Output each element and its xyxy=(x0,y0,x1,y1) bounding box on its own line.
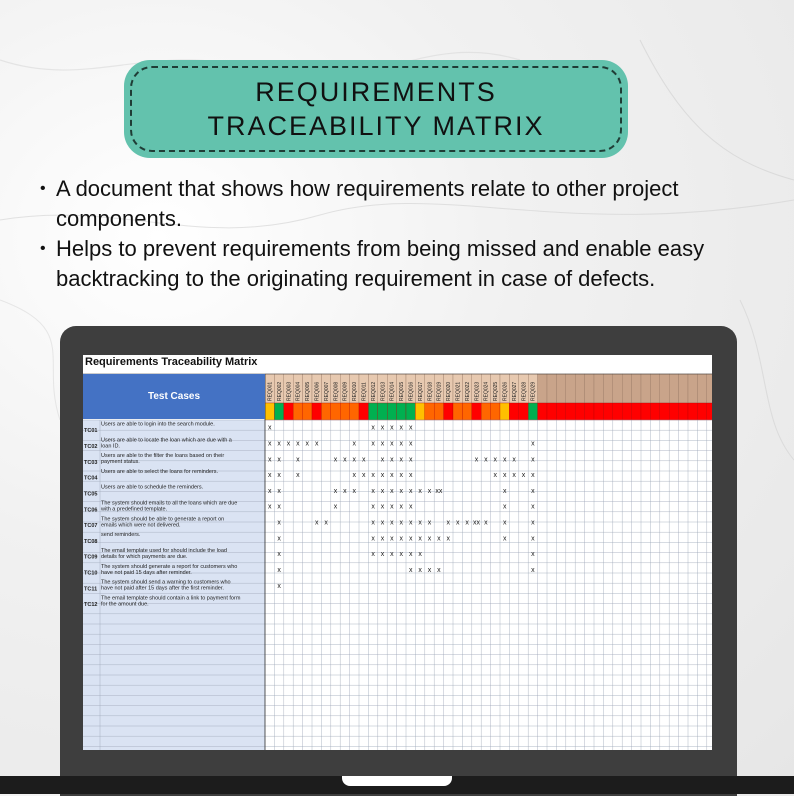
trace-mark[interactable]: x xyxy=(502,456,507,464)
row-label-bg xyxy=(83,695,265,705)
empty-header-cell[interactable] xyxy=(575,374,584,403)
trace-mark[interactable]: x xyxy=(531,551,535,559)
trace-mark[interactable]: x xyxy=(277,519,281,527)
status-color-cell xyxy=(650,403,659,420)
status-color-cell xyxy=(321,403,330,420)
trace-mark[interactable]: x xyxy=(502,535,507,543)
trace-mark[interactable]: x xyxy=(371,440,375,448)
test-case-id[interactable]: TC11 xyxy=(84,586,98,593)
test-case-id[interactable]: TC09 xyxy=(84,554,98,561)
test-case-description: details for which payments are due. xyxy=(101,553,188,560)
trace-mark[interactable]: x xyxy=(408,472,413,480)
trace-mark[interactable]: x xyxy=(427,487,432,495)
status-color-cell xyxy=(669,403,678,420)
bullet-text: A document that shows how requirements relate to other project components. xyxy=(56,176,679,231)
trace-mark[interactable]: x xyxy=(502,472,507,480)
trace-mark[interactable]: x xyxy=(484,519,488,527)
title-banner xyxy=(124,60,628,158)
trace-mark[interactable]: x xyxy=(502,519,507,527)
status-color-cell xyxy=(509,403,518,420)
trace-mark[interactable]: x xyxy=(427,566,432,574)
trace-mark[interactable]: x xyxy=(521,472,526,480)
trace-mark[interactable]: x xyxy=(493,456,498,464)
requirement-label: REQ028 xyxy=(521,381,528,401)
trace-mark[interactable]: x xyxy=(380,472,385,480)
test-case-id[interactable]: TC08 xyxy=(84,538,98,545)
test-case-description: The system should be able to generate a report on xyxy=(101,516,225,523)
status-color-cell xyxy=(472,403,481,420)
trace-mark[interactable]: x xyxy=(380,424,385,432)
status-color-cell xyxy=(312,403,321,420)
test-case-description: send reminders. xyxy=(101,532,141,539)
trace-mark[interactable]: x xyxy=(343,456,347,464)
status-color-cell xyxy=(697,403,706,420)
empty-header-cell[interactable] xyxy=(679,374,688,403)
trace-mark[interactable]: xx xyxy=(435,487,443,495)
trace-mark[interactable]: x xyxy=(380,440,385,448)
trace-mark[interactable]: x xyxy=(531,566,535,574)
trace-mark[interactable]: x xyxy=(277,535,281,543)
bullet-item xyxy=(40,174,780,234)
status-color-cell xyxy=(415,403,424,420)
trace-mark[interactable]: x xyxy=(408,519,413,527)
trace-mark[interactable]: x xyxy=(277,566,281,574)
trace-mark[interactable]: x xyxy=(390,551,394,559)
trace-mark[interactable]: x xyxy=(437,535,441,543)
requirement-label: REQ020 xyxy=(446,381,453,401)
status-color-cell xyxy=(594,403,603,420)
trace-mark[interactable]: x xyxy=(277,487,281,495)
empty-header-cell[interactable] xyxy=(566,374,575,403)
trace-mark[interactable]: x xyxy=(380,551,385,559)
trace-mark[interactable]: x xyxy=(418,535,422,543)
status-color-cell xyxy=(331,403,340,420)
trace-mark[interactable]: x xyxy=(427,519,432,527)
trace-mark[interactable]: x xyxy=(446,519,451,527)
trace-mark[interactable]: x xyxy=(296,472,300,480)
status-color-cell xyxy=(491,403,500,420)
trace-mark[interactable]: x xyxy=(277,440,281,448)
requirement-label: REQ016 xyxy=(408,381,415,401)
trace-mark[interactable]: x xyxy=(493,472,498,480)
empty-header-cell[interactable] xyxy=(641,374,650,403)
trace-mark[interactable]: x xyxy=(371,519,375,527)
trace-mark[interactable]: x xyxy=(390,424,394,432)
status-color-cell xyxy=(585,403,594,420)
bullet-text: Helps to prevent requirements from being missed and enable easy backtracking to the originating requirement in case of defects. xyxy=(56,236,705,291)
trace-mark[interactable]: x xyxy=(455,519,460,527)
status-color-cell xyxy=(425,403,434,420)
trace-mark[interactable]: x xyxy=(408,487,413,495)
trace-mark[interactable]: x xyxy=(531,472,535,480)
trace-mark[interactable]: x xyxy=(267,424,272,432)
trace-mark[interactable]: x xyxy=(371,551,375,559)
status-color-cell xyxy=(660,403,669,420)
test-case-description: have not paid 15 days after reminder. xyxy=(101,569,192,576)
trace-mark[interactable]: x xyxy=(408,456,413,464)
test-case-id[interactable]: TC12 xyxy=(84,602,98,609)
trace-mark[interactable]: x xyxy=(361,456,366,464)
trace-mark[interactable]: x xyxy=(399,487,404,495)
test-case-description: The system should generate a report for customers who xyxy=(101,563,238,570)
requirement-label: REQ012 xyxy=(370,381,377,401)
row-label-bg xyxy=(83,655,265,665)
empty-header-cell[interactable] xyxy=(613,374,622,403)
status-color-cell xyxy=(350,403,359,420)
requirement-label: REQ005 xyxy=(305,381,312,401)
trace-mark[interactable]: x xyxy=(390,472,394,480)
trace-mark[interactable]: x xyxy=(531,487,535,495)
empty-header-cell[interactable] xyxy=(650,374,659,403)
row-label-bg xyxy=(83,716,265,726)
status-color-cell xyxy=(378,403,387,420)
requirement-label: REQ008 xyxy=(333,381,340,401)
trace-mark[interactable]: x xyxy=(399,456,404,464)
trace-mark[interactable]: x xyxy=(399,440,404,448)
status-color-cell xyxy=(387,403,396,420)
trace-mark[interactable]: x xyxy=(531,535,535,543)
trace-mark[interactable]: x xyxy=(502,503,507,511)
requirement-label: REQ019 xyxy=(436,381,443,401)
status-color-cell xyxy=(340,403,349,420)
status-color-cell xyxy=(538,403,547,420)
test-case-description: with a predefined template. xyxy=(101,506,168,513)
laptop-screen xyxy=(83,355,712,750)
row-label-bg xyxy=(83,675,265,685)
trace-mark[interactable]: x xyxy=(352,440,357,448)
test-case-id[interactable]: TC10 xyxy=(84,570,98,577)
status-color-cell xyxy=(519,403,528,420)
trace-mark[interactable]: x xyxy=(371,424,375,432)
trace-mark[interactable]: x xyxy=(333,503,338,511)
trace-mark[interactable]: x xyxy=(277,503,281,511)
trace-mark[interactable]: x xyxy=(371,487,375,495)
status-color-cell xyxy=(481,403,490,420)
trace-mark[interactable]: x xyxy=(361,472,366,480)
test-case-description: have not paid after 15 days after the first reminder. xyxy=(101,585,224,592)
status-color-cell xyxy=(265,403,274,420)
test-case-id[interactable]: TC05 xyxy=(84,491,98,498)
status-color-cell xyxy=(397,403,406,420)
test-case-id[interactable]: TC06 xyxy=(84,507,98,514)
trace-mark[interactable]: x xyxy=(465,519,469,527)
trace-mark[interactable]: x xyxy=(286,440,291,448)
requirement-label: REQ025 xyxy=(493,381,500,401)
test-case-id[interactable]: TC07 xyxy=(84,523,98,530)
empty-header-cell[interactable] xyxy=(622,374,631,403)
trace-mark[interactable]: x xyxy=(380,456,385,464)
trace-mark[interactable]: x xyxy=(427,535,432,543)
trace-mark[interactable]: x xyxy=(512,456,516,464)
trace-mark[interactable]: x xyxy=(399,551,404,559)
title-line-1: REQUIREMENTS xyxy=(255,77,497,107)
trace-mark[interactable]: x xyxy=(277,472,281,480)
trace-mark[interactable]: x xyxy=(390,535,394,543)
empty-header-cell[interactable] xyxy=(669,374,678,403)
trace-mark[interactable]: x xyxy=(343,487,347,495)
test-case-description: The email template should contain a link to payment form xyxy=(101,595,241,602)
trace-mark[interactable]: x xyxy=(484,456,488,464)
title-line-2: TRACEABILITY MATRIX xyxy=(207,111,545,141)
row-label-bg xyxy=(83,644,265,654)
test-case-description: Users are able to the filter the loans based on their xyxy=(101,453,225,460)
status-color-cell xyxy=(707,403,712,420)
status-color-cell xyxy=(688,403,697,420)
test-cases-header[interactable]: Test Cases xyxy=(83,374,265,419)
trace-mark[interactable]: x xyxy=(512,472,516,480)
laptop-notch xyxy=(342,776,452,786)
test-case-description: for the amount due. xyxy=(101,601,149,608)
test-case-id[interactable]: TC01 xyxy=(84,428,98,435)
trace-mark[interactable]: x xyxy=(408,535,413,543)
requirement-label: REQ024 xyxy=(483,381,490,401)
row-label-bg xyxy=(83,614,265,624)
bullet-item xyxy=(40,234,780,294)
requirement-label: REQ014 xyxy=(389,381,396,401)
trace-mark[interactable]: x xyxy=(267,487,272,495)
trace-mark[interactable]: x xyxy=(390,487,394,495)
requirement-label: REQ026 xyxy=(502,381,509,401)
trace-mark[interactable]: x xyxy=(408,551,413,559)
status-color-cell xyxy=(274,403,283,420)
trace-mark[interactable]: x xyxy=(380,503,385,511)
trace-mark[interactable]: x xyxy=(352,456,357,464)
bullet-dot-icon: • xyxy=(40,180,46,197)
status-color-cell xyxy=(444,403,453,420)
trace-mark[interactable]: x xyxy=(371,535,375,543)
trace-mark[interactable]: x xyxy=(390,503,394,511)
trace-mark[interactable]: x xyxy=(408,440,413,448)
trace-mark[interactable]: x xyxy=(531,519,535,527)
trace-mark[interactable]: x xyxy=(314,440,319,448)
trace-mark[interactable]: x xyxy=(333,456,338,464)
status-color-cell xyxy=(556,403,565,420)
trace-mark[interactable]: x xyxy=(277,456,281,464)
trace-mark[interactable]: x xyxy=(277,582,281,590)
test-case-description: Users are able to schedule the reminders. xyxy=(101,484,204,491)
test-case-id[interactable]: TC04 xyxy=(84,475,98,482)
status-color-cell xyxy=(284,403,293,420)
requirement-label: REQ001 xyxy=(267,381,274,401)
row-label-bg xyxy=(83,634,265,644)
trace-mark[interactable]: x xyxy=(390,519,394,527)
empty-header-cell[interactable] xyxy=(707,374,712,403)
trace-mark[interactable]: x xyxy=(446,535,451,543)
trace-mark[interactable]: x xyxy=(418,566,422,574)
requirement-label: REQ022 xyxy=(464,381,471,401)
requirement-label: REQ015 xyxy=(399,381,406,401)
trace-mark[interactable]: x xyxy=(531,440,535,448)
trace-mark[interactable]: x xyxy=(371,472,375,480)
bullet-list xyxy=(40,174,780,294)
trace-mark[interactable]: x xyxy=(399,535,404,543)
trace-mark[interactable]: x xyxy=(380,535,385,543)
trace-mark[interactable]: x xyxy=(324,519,328,527)
test-case-description: Users are able to login into the search module. xyxy=(101,421,215,428)
status-color-cell xyxy=(406,403,415,420)
status-color-cell xyxy=(434,403,443,420)
requirement-label: REQ018 xyxy=(427,381,434,401)
trace-mark[interactable]: x xyxy=(399,503,404,511)
trace-mark[interactable]: x xyxy=(418,487,422,495)
status-color-cell xyxy=(632,403,641,420)
sheet-title: Requirements Traceability Matrix xyxy=(85,356,258,368)
requirement-label: REQ002 xyxy=(276,381,283,401)
status-color-cell xyxy=(641,403,650,420)
requirement-label: REQ021 xyxy=(455,381,462,401)
trace-mark[interactable]: x xyxy=(314,519,319,527)
row-label-bg xyxy=(83,736,265,746)
trace-mark[interactable]: x xyxy=(267,472,272,480)
requirement-label: REQ007 xyxy=(323,381,330,401)
requirement-label: REQ004 xyxy=(295,381,302,401)
empty-header-cell[interactable] xyxy=(538,374,547,403)
empty-header-cell[interactable] xyxy=(594,374,603,403)
trace-mark[interactable]: x xyxy=(399,519,404,527)
trace-mark[interactable]: x xyxy=(267,440,272,448)
row-label-bg xyxy=(83,746,265,750)
status-color-cell xyxy=(622,403,631,420)
requirement-label: REQ029 xyxy=(530,381,537,401)
test-case-description: Users are able to locate the loan which are due with a xyxy=(101,437,232,444)
requirement-label: REQ003 xyxy=(286,381,293,401)
trace-mark[interactable]: x xyxy=(437,566,441,574)
trace-mark[interactable]: x xyxy=(267,503,272,511)
trace-mark[interactable]: x xyxy=(418,519,422,527)
status-color-cell xyxy=(368,403,377,420)
title-dashed-frame xyxy=(130,66,622,152)
trace-mark[interactable]: x xyxy=(531,456,535,464)
empty-header-cell[interactable] xyxy=(556,374,565,403)
status-color-cell xyxy=(453,403,462,420)
status-color-cell xyxy=(293,403,302,420)
trace-mark[interactable]: x xyxy=(390,440,394,448)
trace-mark[interactable]: x xyxy=(408,566,413,574)
trace-mark[interactable]: x xyxy=(399,424,404,432)
trace-mark[interactable]: x xyxy=(352,487,357,495)
trace-mark[interactable]: x xyxy=(408,503,413,511)
test-case-description: The system should send a warning to customers who xyxy=(101,579,231,586)
requirement-label: REQ010 xyxy=(352,381,359,401)
row-label-bg xyxy=(83,706,265,716)
requirement-label: REQ013 xyxy=(380,381,387,401)
requirement-label: REQ023 xyxy=(474,381,481,401)
empty-header-cell[interactable] xyxy=(697,374,706,403)
trace-mark[interactable]: x xyxy=(352,472,357,480)
empty-header-cell[interactable] xyxy=(660,374,669,403)
requirement-label: REQ017 xyxy=(417,381,424,401)
status-color-cell xyxy=(575,403,584,420)
requirement-label: REQ011 xyxy=(361,382,368,401)
trace-mark[interactable]: x xyxy=(380,487,385,495)
test-case-description: The system should emails to all the loans which are due xyxy=(101,500,238,507)
test-case-description: Users are able to select the loans for reminders. xyxy=(101,468,219,475)
test-case-description: emails which were not delivered. xyxy=(101,522,181,529)
status-color-cell xyxy=(566,403,575,420)
trace-mark[interactable]: x xyxy=(277,551,281,559)
trace-mark[interactable]: x xyxy=(531,503,535,511)
empty-header-cell[interactable] xyxy=(585,374,594,403)
test-case-description: The email template used for should include the load xyxy=(101,547,227,554)
empty-header-cell[interactable] xyxy=(547,374,556,403)
trace-mark[interactable]: x xyxy=(399,472,404,480)
requirement-label: REQ006 xyxy=(314,381,321,401)
empty-header-cell[interactable] xyxy=(603,374,612,403)
requirement-label: REQ009 xyxy=(342,381,349,401)
trace-mark[interactable]: x xyxy=(380,519,385,527)
test-case-description: payment status. xyxy=(101,459,140,466)
bullet-dot-icon: • xyxy=(40,240,46,257)
trace-mark[interactable]: x xyxy=(296,440,300,448)
trace-mark[interactable]: x xyxy=(305,440,310,448)
trace-mark[interactable]: x xyxy=(296,456,300,464)
test-case-id[interactable]: TC03 xyxy=(84,459,98,466)
empty-header-cell[interactable] xyxy=(632,374,641,403)
row-label-bg xyxy=(83,685,265,695)
status-color-cell xyxy=(359,403,368,420)
status-color-cell xyxy=(613,403,622,420)
trace-mark[interactable]: xx xyxy=(473,519,480,527)
row-label-bg xyxy=(83,624,265,634)
trace-mark[interactable]: x xyxy=(390,456,394,464)
status-color-cell xyxy=(500,403,509,420)
trace-mark[interactable]: x xyxy=(502,487,507,495)
status-color-cell xyxy=(462,403,471,420)
status-color-cell xyxy=(303,403,312,420)
trace-mark[interactable]: x xyxy=(408,424,413,432)
trace-mark[interactable]: x xyxy=(418,551,422,559)
requirement-label: REQ027 xyxy=(511,381,518,401)
row-label-bg xyxy=(83,665,265,675)
trace-mark[interactable]: x xyxy=(371,503,375,511)
status-color-cell xyxy=(547,403,556,420)
trace-mark[interactable]: x xyxy=(333,487,338,495)
row-label-bg xyxy=(83,726,265,736)
trace-mark[interactable]: x xyxy=(267,456,272,464)
test-case-description: loan ID. xyxy=(101,443,120,450)
status-color-cell xyxy=(679,403,688,420)
status-color-cell xyxy=(528,403,537,420)
empty-header-cell[interactable] xyxy=(688,374,697,403)
trace-mark[interactable]: x xyxy=(474,456,479,464)
test-case-id[interactable]: TC02 xyxy=(84,444,98,451)
status-color-cell xyxy=(603,403,612,420)
